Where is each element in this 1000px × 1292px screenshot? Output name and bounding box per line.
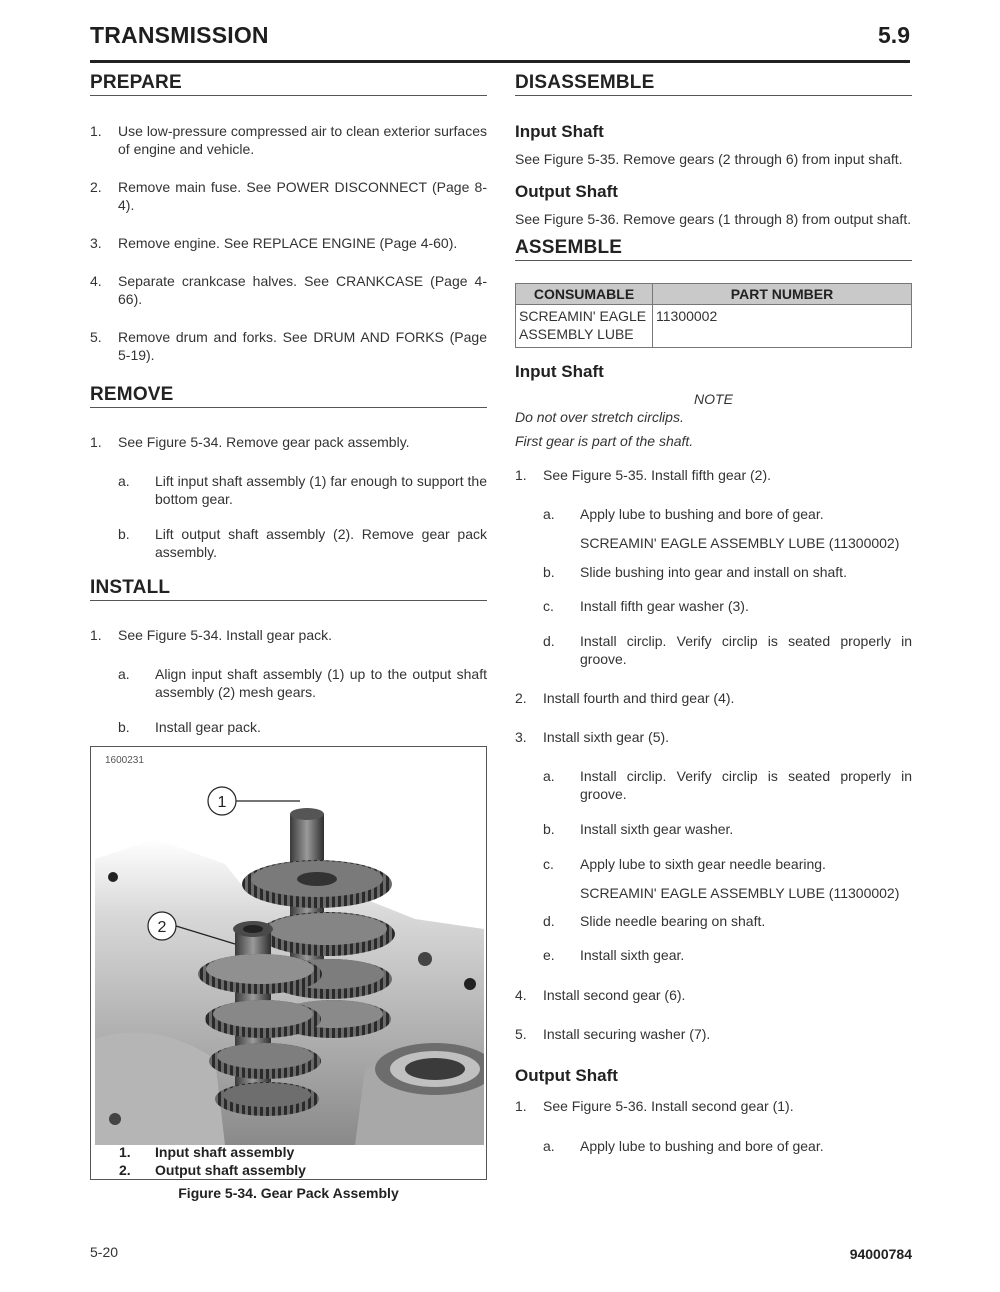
right-column <box>515 68 912 1155</box>
prepare-step-2: 2. Remove main fuse. See POWER DISCONNECT (Page 8-4). <box>90 179 487 213</box>
prepare-step-3: 3. Remove engine. See REPLACE ENGINE (Page 4-60). <box>90 235 458 251</box>
assemble-step-3b: b. Install sixth gear washer. <box>543 821 734 837</box>
prepare-step-5: 5. Remove drum and forks. See DRUM AND FORKS (Page 5-19). <box>90 329 487 363</box>
assemble-step-5: 5. Install securing washer (7). <box>515 1026 711 1042</box>
section-heading-prepare: PREPARE <box>90 72 487 96</box>
assemble-step-3a: a. Install circlip. Verify circlip is seated properly in groove. <box>543 768 912 802</box>
install-step-1: 1. See Figure 5-34. Install gear pack. <box>90 627 333 643</box>
assemble-step-2: 2. Install fourth and third gear (4). <box>515 690 735 706</box>
table-cell-part-number: 11300002 <box>653 305 912 348</box>
section-heading-install: INSTALL <box>90 577 487 601</box>
assemble-step-1c: c. Install fifth gear washer (3). <box>543 598 749 614</box>
assemble-output-step-1: 1. See Figure 5-36. Install second gear (1). <box>515 1098 794 1114</box>
assemble-step-1d: d. Install circlip. Verify circlip is seated properly in groove. <box>543 633 912 667</box>
figure-caption: Figure 5-34. Gear Pack Assembly <box>178 1185 399 1201</box>
note-text-1: Do not over stretch circlips. <box>515 409 684 425</box>
install-substep-b: b. Install gear pack. <box>118 719 261 735</box>
figure-legend <box>119 1143 306 1179</box>
install-substep-a: a. Align input shaft assembly (1) up to the output shaft assembly (2) mesh gears. <box>118 666 487 700</box>
assemble-step-3c: c. Apply lube to sixth gear needle bearing. <box>543 856 826 872</box>
lube-reference-2: SCREAMIN' EAGLE ASSEMBLY LUBE (11300002) <box>580 885 900 901</box>
disassemble-input-heading: Input Shaft <box>515 122 604 141</box>
page-header <box>90 20 910 63</box>
assemble-step-4: 4. Install second gear (6). <box>515 987 686 1003</box>
figure-id: 1600231 <box>105 755 144 766</box>
section-heading-assemble: ASSEMBLE <box>515 237 912 261</box>
assemble-step-1b: b. Slide bushing into gear and install on shaft. <box>543 564 847 580</box>
section-heading-disassemble: DISASSEMBLE <box>515 72 912 96</box>
note-title: NOTE <box>694 391 733 407</box>
legend-item-1: 1. Input shaft assembly <box>119 1144 295 1160</box>
disassemble-output-heading: Output Shaft <box>515 182 618 201</box>
assemble-step-3d: d. Slide needle bearing on shaft. <box>543 913 766 929</box>
table-header-consumable: CONSUMABLE <box>516 284 653 305</box>
remove-step-1: 1. See Figure 5-34. Remove gear pack assembly. <box>90 434 410 450</box>
page-number: 5-20 <box>90 1244 119 1260</box>
page-title: TRANSMISSION <box>90 22 269 48</box>
left-column <box>90 68 487 736</box>
prepare-step-1: 1. Use low-pressure compressed air to clean exterior surfaces of engine and vehicle. <box>90 123 487 157</box>
callout-1-label: 1 <box>217 794 227 811</box>
remove-substep-a: a. Lift input shaft assembly (1) far enough to support the bottom gear. <box>118 473 487 507</box>
table-header-part-number: PART NUMBER <box>653 284 912 305</box>
table-cell-consumable: SCREAMIN' EAGLE ASSEMBLY LUBE <box>516 305 653 348</box>
assemble-step-1a: a. Apply lube to bushing and bore of gear. <box>543 506 824 522</box>
assemble-output-heading: Output Shaft <box>515 1066 618 1085</box>
gear-pack-photo <box>95 769 484 1145</box>
legend-item-2: 2. Output shaft assembly <box>119 1162 306 1178</box>
figure-gear-pack <box>90 746 487 1180</box>
section-number: 5.9 <box>878 22 910 48</box>
prepare-step-4: 4. Separate crankcase halves. See CRANKCASE (Page 4-66). <box>90 273 487 307</box>
assemble-step-1: 1. See Figure 5-35. Install fifth gear (2). <box>515 467 771 483</box>
table-row <box>516 305 912 348</box>
assemble-step-3e: e. Install sixth gear. <box>543 947 685 963</box>
assemble-input-heading: Input Shaft <box>515 362 604 381</box>
section-heading-remove: REMOVE <box>90 384 487 408</box>
note-text-2: First gear is part of the shaft. <box>515 433 694 449</box>
callout-2-label: 2 <box>157 919 167 936</box>
disassemble-output-text: See Figure 5-36. Remove gears (1 through 8) from output shaft. <box>515 211 912 227</box>
assemble-output-step-1a: a. Apply lube to bushing and bore of gear. <box>543 1138 824 1154</box>
document-number: 94000784 <box>849 1246 912 1262</box>
lube-reference-1: SCREAMIN' EAGLE ASSEMBLY LUBE (11300002) <box>580 535 900 551</box>
disassemble-input-text: See Figure 5-35. Remove gears (2 through 6) from input shaft. <box>515 151 903 167</box>
consumables-table <box>515 283 912 348</box>
remove-substep-b: b. Lift output shaft assembly (2). Remove gear pack assembly. <box>118 526 487 560</box>
assemble-step-3: 3. Install sixth gear (5). <box>515 729 670 745</box>
